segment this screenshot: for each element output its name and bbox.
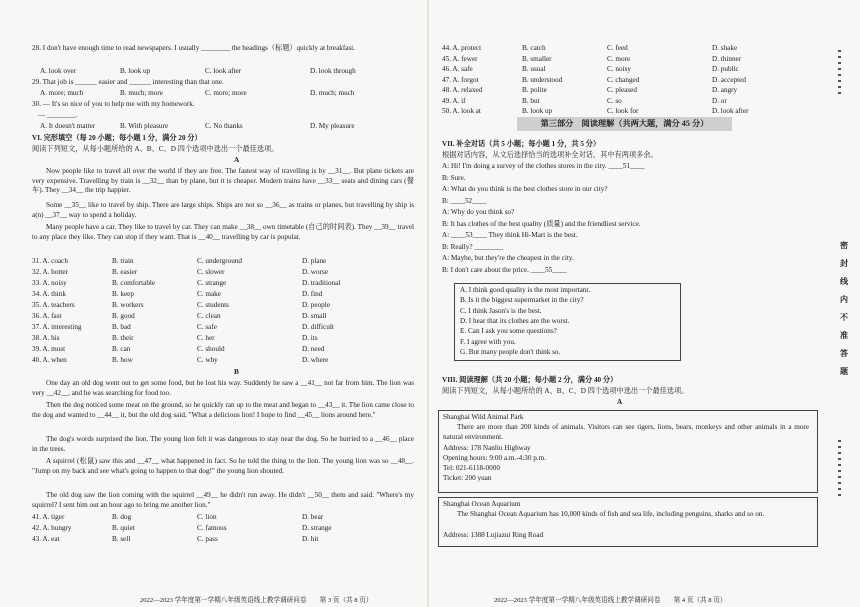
option: A. more; much xyxy=(40,89,84,97)
option: D. strange xyxy=(302,524,332,532)
option: C. safe xyxy=(197,323,217,331)
option: C. more xyxy=(607,54,631,63)
option: 50. A. look at xyxy=(442,107,481,115)
option-row xyxy=(442,44,822,53)
option-row xyxy=(32,356,422,365)
option: C. look for xyxy=(607,107,639,115)
option-row xyxy=(32,513,422,522)
choice-option: D. I hear that its clothes are the worst. xyxy=(460,316,570,325)
option: 41. A. tiger xyxy=(32,513,65,521)
option: D. or xyxy=(712,96,727,105)
option: D. thinner xyxy=(712,54,742,63)
option: D. people xyxy=(302,301,330,309)
option: C. noisy xyxy=(607,65,631,73)
option-row xyxy=(32,301,422,310)
option: 45. A. fewer xyxy=(442,54,478,63)
option: 33. A. noisy xyxy=(32,279,67,287)
dialog-line: A: Maybe, but they're the cheapest in the city. xyxy=(442,254,574,262)
option-row xyxy=(32,279,422,288)
seal-line-char: 内 xyxy=(840,295,848,304)
option: D. look through xyxy=(310,67,356,75)
choices-box xyxy=(454,283,681,361)
margin-tick xyxy=(838,470,841,472)
option: B. easier xyxy=(112,268,138,276)
question-30-line2: — ________. xyxy=(38,111,78,119)
dialog-line: A: Why do you think so? xyxy=(442,208,515,216)
dialog-line: B: ____52____ xyxy=(442,196,487,205)
page-footer-right: 2022—2023 学年度第一学期八年级英语线上教学调研问卷 第 4 页（共 8 页） xyxy=(494,597,727,604)
option: D. much; much xyxy=(310,89,355,97)
option: D. where xyxy=(302,356,329,364)
option: C. her xyxy=(197,334,215,342)
margin-tick xyxy=(838,440,841,442)
aquarium-name: Shanghai Ocean Aquarium xyxy=(443,500,521,508)
option: D. its xyxy=(302,334,318,342)
option: B. understood xyxy=(522,75,563,84)
option-row xyxy=(32,312,422,321)
option: B. train xyxy=(112,257,134,265)
passage-a-paragraph-3: Many people have a car. They like to travel by car. They can make __38__ own timetable (自己的时间表). They __39__ travel to any place they like. They can stop if they want. That is __40__ travelling by car is popular. xyxy=(32,223,414,241)
option: B. good xyxy=(112,312,135,320)
margin-tick xyxy=(838,494,841,496)
question-30: 30. — It's so nice of you to help me with my homework. xyxy=(32,100,195,108)
option: C. feed xyxy=(607,44,628,52)
dialog-line: B: Really? ________ xyxy=(442,242,504,251)
option: C. clean xyxy=(197,312,221,320)
margin-tick xyxy=(838,446,841,448)
dialog-line: B: Sure. xyxy=(442,173,466,182)
option-row xyxy=(442,97,822,106)
option: B. polite xyxy=(522,86,547,94)
seal-line-char: 线 xyxy=(840,277,848,286)
seal-line-char: 题 xyxy=(840,367,848,376)
option: C. why xyxy=(197,356,218,364)
seal-line-margin xyxy=(832,0,860,607)
option: 39. A. must xyxy=(32,345,66,353)
option: 36. A. fast xyxy=(32,312,62,320)
question-28: 28. I don't have enough time to read newspapers. I usually ________ the headings（标题）quickly at breakfast. xyxy=(32,44,356,52)
option: B. smaller xyxy=(522,54,552,63)
dialog-line: A: ____53____ They think Hi-Mart is the best. xyxy=(442,231,578,239)
choice-option: A. I think good quality is the most important. xyxy=(460,286,591,294)
park-description: There are more than 200 kinds of animals. Visitors can see tigers, lions, bears, monkeys and other animals in a more natural environment. xyxy=(443,423,809,441)
option-row xyxy=(32,334,422,343)
section-8-instruction: 阅读下列短文，从每小题所给的 A、B、C、D 四个选项中选出一个最佳选项。 xyxy=(442,387,689,395)
aquarium-address: Address: 1388 Lujiazui Ring Road xyxy=(443,531,544,539)
option-row xyxy=(32,323,422,332)
option: 38. A. his xyxy=(32,334,60,342)
option: C. slower xyxy=(197,268,225,276)
page-footer-left: 2022—2023 学年度第一学期八年级英语线上教学调研问卷 第 3 页（共 8 页） xyxy=(140,597,373,604)
option: C. changed xyxy=(607,75,640,84)
option: B. sell xyxy=(112,535,131,543)
margin-tick xyxy=(838,464,841,466)
margin-tick xyxy=(838,476,841,478)
option: D. look after xyxy=(712,107,749,115)
option: B. much; more xyxy=(120,89,163,97)
q30-options xyxy=(40,122,420,131)
option: D. find xyxy=(302,290,323,298)
section-6-instruction: 阅读下列短文，从每小题所给的 A、B、C、D 四个选项中选出一个最佳选项。 xyxy=(32,145,279,153)
passage-b-paragraph-5: The old dog saw the lion coming with the squirrel __49__ he didn't run away. He didn't __50__ them and said. "Where's my squirrel? I sent him out an hour ago to bring me another lion." xyxy=(32,491,414,509)
margin-tick xyxy=(838,452,841,454)
option-row xyxy=(32,524,422,533)
option: D. traditional xyxy=(302,279,341,287)
option-row xyxy=(442,76,822,85)
option: B. quiet xyxy=(112,524,135,532)
margin-tick xyxy=(838,50,841,52)
option: C. so xyxy=(607,96,622,105)
option: A. look over xyxy=(40,67,77,75)
option-row xyxy=(32,290,422,299)
passage-a-paragraph-2: Some __35__ like to travel by ship. There are large ships. Ships are not so __36__ as trains or planes, but travelling by ship is a(n) __37__ way to spend a holiday. xyxy=(32,201,414,219)
park-info-line: Opening hours: 9:00 a.m.-4:30 p.m. xyxy=(443,454,547,462)
passage-b-paragraph-1: One day an old dog went out to get some food, but he lost his way. Suddenly he saw a __41__ not far from him. The lion was very __42__, and he was searching for food too. xyxy=(32,379,414,397)
option: D. bear xyxy=(302,513,324,521)
park-notice-box xyxy=(438,410,818,493)
option: 37. A. interesting xyxy=(32,323,82,331)
park-info-line: Address: 178 Nanliu Highway xyxy=(443,444,531,452)
option: B. With pleasure xyxy=(120,122,169,130)
option: 48. A. relaxed xyxy=(442,86,483,94)
margin-tick xyxy=(838,458,841,460)
option: D. small xyxy=(302,312,327,320)
option: B. usual xyxy=(522,65,546,73)
option: A. It doesn't matter xyxy=(40,122,96,130)
option: B. look up xyxy=(522,107,553,115)
option: C. should xyxy=(197,345,225,353)
margin-tick xyxy=(838,68,841,70)
option-row xyxy=(32,535,422,544)
margin-tick xyxy=(838,86,841,88)
option: B. but xyxy=(522,96,540,105)
passage-a-paragraph-1: Now people like to travel all over the world if they are free. The fastest way of travelling is by __31__. But plane tickets are very expensive. Travelling by train is __32__ than by plane, but it is cheaper. Modern trains have __33__ seats and dining cars (餐车). They __34__ the trip happier. xyxy=(32,167,414,195)
option: 46. A. safe xyxy=(442,65,473,73)
option: 49. A. if xyxy=(442,96,466,105)
passage-label: A xyxy=(617,398,623,406)
choice-option: C. I think Jason's is the best. xyxy=(460,306,542,315)
question-29: 29. That job is ______ easier and ______ interesting than that one. xyxy=(32,78,224,86)
option: 44. A. protect xyxy=(442,44,482,52)
dialog-line: B: It has clothes of the best quality (质量) and the friendliest service. xyxy=(442,219,641,228)
seal-line-char: 不 xyxy=(840,313,848,322)
option: C. No thanks xyxy=(205,122,243,130)
seal-line-char: 准 xyxy=(840,331,848,340)
passage-b-paragraph-3: The dog's words surprised the lion. The young lion felt it was dangerous to stay near the dog. So he hurried to a __46__ place in the trees. xyxy=(32,435,414,453)
q29-options xyxy=(40,89,420,98)
option-row xyxy=(442,86,822,95)
passage-b-paragraph-4: A squirrel (松鼠) saw this and __47__ what happened in fact. So he told the thing to the lion. The young lion was so __48__. "Jump on my back and see what's going to happen to that dog!" the young lion shouted. xyxy=(32,457,414,475)
option: C. strange xyxy=(197,279,227,287)
section-6-title: VI. 完形填空（每 20 小题；每小题 1 分，满分 20 分） xyxy=(32,134,202,142)
option: 42. A. hungry xyxy=(32,524,72,532)
option: D. plane xyxy=(302,257,327,265)
seal-line-char: 密 xyxy=(840,241,848,250)
margin-tick xyxy=(838,92,841,94)
passage-b-label: B xyxy=(234,368,239,376)
option: B. how xyxy=(112,356,133,364)
option: B. dog xyxy=(112,513,132,521)
option: B. workers xyxy=(112,301,144,309)
seal-line-char: 答 xyxy=(840,349,848,358)
option: B. their xyxy=(112,334,134,342)
option: B. comfortable xyxy=(112,279,156,287)
option: C. pass xyxy=(197,535,218,543)
choice-option: F. I agree with you. xyxy=(460,337,516,346)
option: 34. A. think xyxy=(32,290,66,298)
margin-tick xyxy=(838,80,841,82)
option-row xyxy=(32,268,422,277)
passage-a-label: A xyxy=(234,156,240,164)
option: D. need xyxy=(302,345,325,353)
q28-options xyxy=(40,67,420,76)
option: 43. A. eat xyxy=(32,535,60,543)
margin-tick xyxy=(838,482,841,484)
park-name: Shanghai Wild Animal Park xyxy=(443,413,524,421)
option: B. bad xyxy=(112,323,131,331)
dialog-line: A: Hi! I'm doing a survey of the clothes stores in the city. ____51____ xyxy=(442,162,645,170)
option: C. more; more xyxy=(205,89,247,97)
park-info-line: Tel: 021-6118-0000 xyxy=(443,464,500,472)
option: 32. A. hotter xyxy=(32,268,68,276)
part-3-banner: 第三部分 阅读理解（共两大题，满分 45 分） xyxy=(517,117,732,131)
option: B. look up xyxy=(120,67,151,75)
option-row xyxy=(442,65,822,74)
option: C. students xyxy=(197,301,229,309)
option-row xyxy=(442,107,822,116)
option: 40. A. when xyxy=(32,356,67,364)
option-row xyxy=(442,55,822,64)
option-row xyxy=(32,345,422,354)
option: D. worse xyxy=(302,268,328,276)
margin-tick xyxy=(838,488,841,490)
margin-tick xyxy=(838,56,841,58)
option: B. catch xyxy=(522,44,546,52)
dialog-line: B: I don't care about the price. ____55____ xyxy=(442,265,567,274)
option-row xyxy=(32,257,422,266)
right-page xyxy=(432,0,827,607)
page-fold xyxy=(427,0,429,607)
seal-line-char: 封 xyxy=(840,259,848,268)
option: C. look after xyxy=(205,67,242,75)
option: C. pleased xyxy=(607,86,637,94)
option: C. famous xyxy=(197,524,227,532)
aquarium-description: The Shanghai Ocean Aquarium has 10,000 kinds of fish and sea life, including penguins, sharks and so on. xyxy=(457,510,765,518)
passage-b-paragraph-2: Then the dog noticed some meat on the ground, so he quickly ran up to the meat and began to __43__ it. The lion came close to the dog and wanted to __44__ it, but the old dog said, "What a delicious lion! I hope to find __45__ lions around here." xyxy=(32,401,414,419)
dialog-line: A: What do you think is the best clothes store in our city? xyxy=(442,185,608,193)
option: D. difficult xyxy=(302,323,334,331)
option: 31. A. coach xyxy=(32,257,68,265)
option: C. lion xyxy=(197,513,217,521)
option: D. accepted xyxy=(712,75,746,84)
option: D. shake xyxy=(712,44,738,52)
option: B. can xyxy=(112,345,131,353)
option: B. keep xyxy=(112,290,134,298)
option: C. underground xyxy=(197,257,242,265)
option: D. angry xyxy=(712,86,738,94)
option: C. make xyxy=(197,290,221,298)
option: 47. A. forgot xyxy=(442,75,479,84)
option: D. public xyxy=(712,65,739,73)
section-7-instruction: 根据对话内容，从文后选择恰当的选项补全对话，其中有两项多余。 xyxy=(442,151,658,159)
section-8-title: VIII. 阅读理解（共 20 小题；每小题 2 分，满分 40 分） xyxy=(442,376,618,384)
choice-option: B. Is it the biggest supermarket in the city? xyxy=(460,296,584,305)
left-page xyxy=(0,0,425,607)
section-7-title: VII. 补全对话（共 5 小题；每小题 1 分，共 5 分） xyxy=(442,140,601,148)
park-info-line: Ticket: 200 yuan xyxy=(443,474,492,482)
margin-tick xyxy=(838,74,841,76)
option: D. hit xyxy=(302,535,319,543)
choice-option: E. Can I ask you some questions? xyxy=(460,327,557,336)
option: 35. A. teachers xyxy=(32,301,75,309)
margin-tick xyxy=(838,62,841,64)
choice-option: G. But many people don't think so. xyxy=(460,347,561,356)
option: D. My pleasure xyxy=(310,122,355,130)
aquarium-notice-box xyxy=(438,497,818,547)
